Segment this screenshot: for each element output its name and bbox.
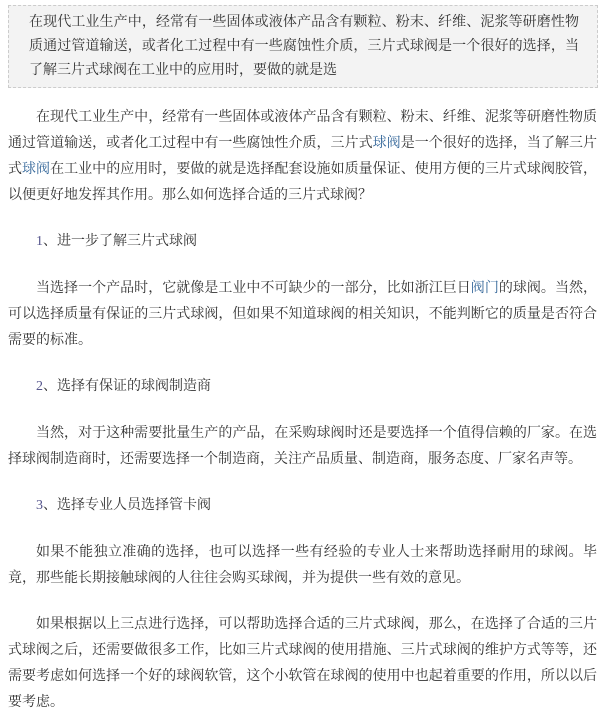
- text-run: 、进一步了解三片式球阀: [43, 233, 197, 249]
- text-run: 、选择专业人员选择管卡阀: [43, 497, 211, 513]
- text-run: 当选择一个产品时，它就像是工业中不可缺少的一部分，比如浙江巨日: [36, 280, 471, 296]
- text-run: 在工业中的应用时，要做的就是选择配套设施如质量保证、使用方便的三片式球阀胶管，以便更好地发挥其作用。那么如何选择合适的三片式球阀？: [8, 161, 598, 203]
- heading-number: 1: [36, 234, 43, 249]
- heading-number: 3: [36, 498, 43, 513]
- keyword-link[interactable]: 球阀: [372, 135, 401, 151]
- section-heading: [8, 373, 597, 400]
- summary-box: 在现代工业生产中，经常有一些固体或液体产品含有颗粒、粉末、纤维、泥浆等研磨性物质通过管道输送，或者化工过程中有一些腐蚀性介质，三片式球阀是一个很好的选择，当了解三片式球阀在工业中的应用时，要做的就是选: [8, 5, 598, 88]
- article-paragraph: [8, 539, 597, 591]
- article-paragraph: [8, 275, 597, 353]
- section-heading: [8, 492, 597, 519]
- article-paragraph: [8, 611, 597, 715]
- section-heading: [8, 228, 597, 255]
- article-paragraph: [8, 420, 597, 472]
- keyword-link[interactable]: 阀门: [470, 280, 499, 296]
- text-run: 当然，对于这种需要批量生产的产品，在采购球阀时还是要选择一个值得信赖的厂家。在选择球阀制造商时，还需要选择一个制造商，关注产品质量、制造商，服务态度、厂家名声等。: [8, 425, 597, 467]
- text-run: 的球阀。当然，可以选择质量有保证的三片式球阀，但如果不知道球阀的相关知识，不能判断它的质量是否符合需要的标准。: [8, 280, 598, 348]
- article-paragraph: [8, 104, 597, 208]
- text-run: 在现代工业生产中，经常有一些固体或液体产品含有颗粒、粉末、纤维、泥浆等研磨性物质通过管道输送，或者化工过程中有一些腐蚀性介质，三片式: [8, 109, 597, 151]
- text-run: 如果根据以上三点进行选择，可以帮助选择合适的三片式球阀，那么，在选择了合适的三片式球阀之后，还需要做很多工作，比如三片式球阀的使用措施、三片式球阀的维护方式等等，还需要考虑如何选择一个好的球阀软管，这个小软管在球阀的使用中也起着重要的作用，所以以后要考虑。: [8, 616, 597, 710]
- text-run: 如果不能独立准确的选择，也可以选择一些有经验的专业人士来帮助选择耐用的球阀。毕竟，那些能长期接触球阀的人往往会购买球阀，并为提供一些有效的意见。: [8, 544, 597, 586]
- heading-number: 2: [36, 379, 43, 394]
- text-run: 是一个很好的选择，当了解三片式: [8, 135, 598, 177]
- keyword-link[interactable]: 球阀: [22, 161, 51, 177]
- text-run: 、选择有保证的球阀制造商: [43, 378, 211, 394]
- article-body: [0, 104, 605, 715]
